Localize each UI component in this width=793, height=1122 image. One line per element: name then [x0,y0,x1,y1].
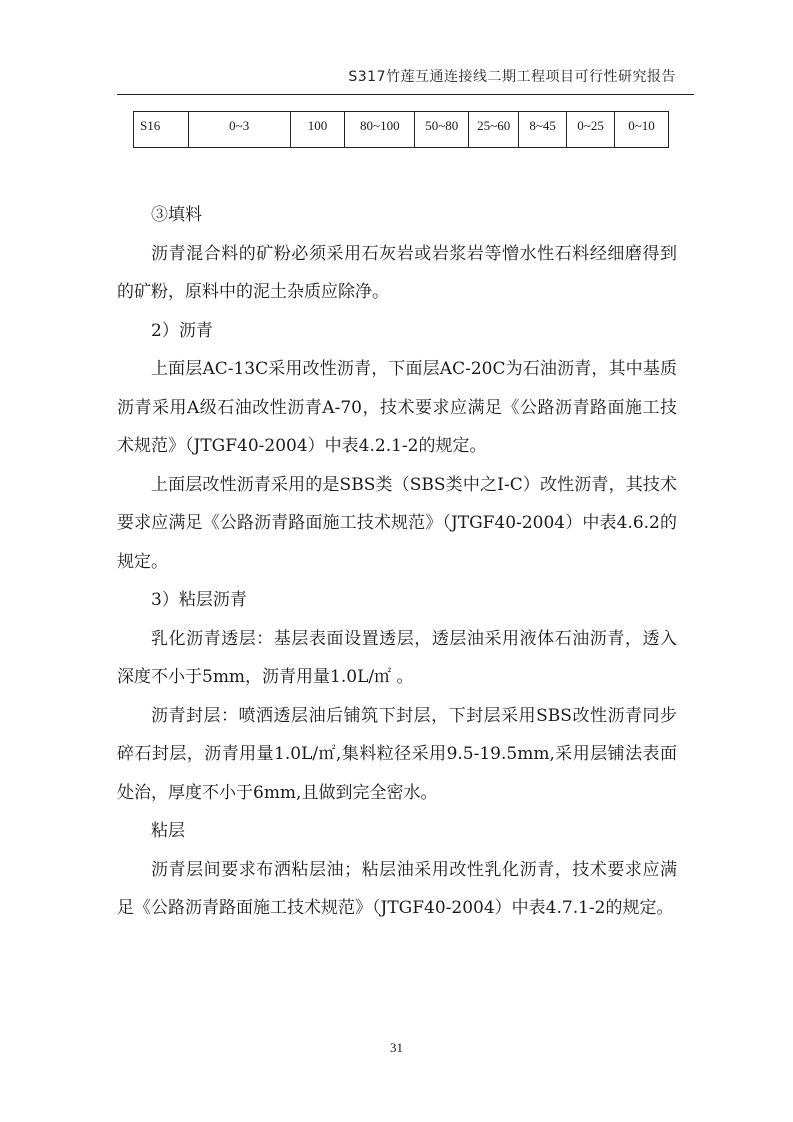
paragraph: 上面层AC-13C采用改性沥青，下面层AC-20C为石油沥青，其中基质沥青采用A级石油改性沥青A-70，技术要求应满足《公路沥青路面施工技术规范》（JTGF40-2004）中表4.2.1-2的规定。 [117,359,677,456]
table-cell: 8~45 [519,112,567,148]
paragraph: 沥青封层：喷洒透层油后铺筑下封层，下封层采用SBS改性沥青同步碎石封层，沥青用量1.0L/㎡,集料粒径采用9.5-19.5mm,采用层铺法表面处治，厚度不小于6mm,且做到完全密水。 [117,705,677,803]
table-cell: S16 [134,112,189,148]
table-cell: 80~100 [345,112,415,148]
table-cell: 0~25 [567,112,615,148]
table-cell: 100 [290,112,345,148]
paragraph: 沥青层间要求布洒粘层油；粘层油采用改性乳化沥青，技术要求应满足《公路沥青路面施工技术规范》（JTGF40-2004）中表4.7.1-2的规定。 [117,859,677,918]
table-cell: 25~60 [469,112,519,148]
running-header: S317竹莲互通连接线二期工程项目可行性研究报告 [348,69,676,85]
header-rule [117,94,694,95]
paragraph: 沥青混合料的矿粉必须采用石灰岩或岩浆岩等憎水性石料经细磨得到的矿粉，原料中的泥土杂质应除净。 [117,243,677,302]
paragraph: 上面层改性沥青采用的是SBS类（SBS类中之Ⅰ-C）改性沥青，其技术要求应满足《公路沥青路面施工技术规范》（JTGF40-2004）中表4.6.2的规定。 [117,474,677,572]
section-heading-asphalt: 2）沥青 [151,320,213,341]
table-cell: 50~80 [415,112,469,148]
table-row [134,112,669,148]
section-heading-tack-coat: 3）粘层沥青 [151,590,247,610]
gradation-table [133,111,669,148]
page-number: 31 [390,1040,403,1055]
subheading-tack: 粘层 [151,821,185,841]
table-cell: 0~10 [615,112,669,148]
section-heading-filler: ③填料 [151,205,202,225]
body-text [117,196,677,928]
paragraph: 乳化沥青透层：基层表面设置透层，透层油采用液体石油沥青，透入深度不小于5mm，沥青用量1.0L/㎡ 。 [117,628,677,687]
table-cell: 0~3 [188,112,290,148]
